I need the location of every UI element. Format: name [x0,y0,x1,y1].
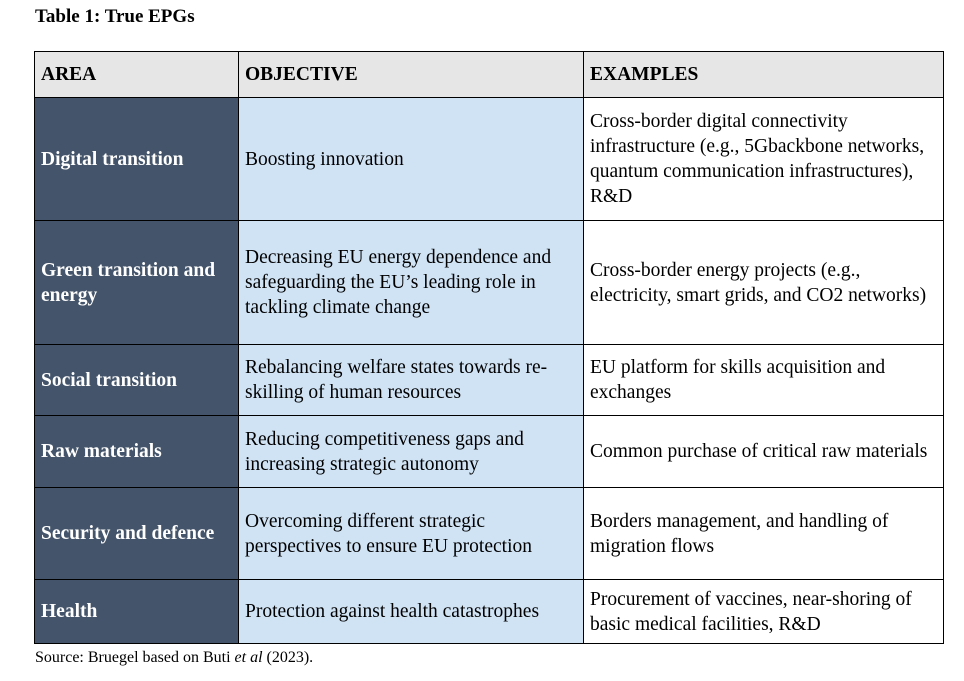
table-row [35,345,944,416]
examples-cell: EU platform for skills acquisition and exchanges [584,345,944,416]
area-cell: Green transition and energy [35,221,239,345]
table-header [35,52,944,98]
source-note [35,648,313,668]
area-cell: Health [35,580,239,644]
table-row [35,488,944,580]
header-objective: OBJECTIVE [239,52,584,98]
source-prefix: Source: Bruegel based on Buti [35,649,235,666]
area-cell: Social transition [35,345,239,416]
table-row [35,580,944,644]
table-body [35,98,944,644]
table-row [35,221,944,345]
objective-cell: Reducing competitiveness gaps and increasing strategic autonomy [239,416,584,488]
examples-cell: Common purchase of critical raw materials [584,416,944,488]
examples-cell: Procurement of vaccines, near-shoring of basic medical facilities, R&D [584,580,944,644]
examples-cell: Cross-border digital connectivity infrastructure (e.g., 5Gbackbone networks, quantum communication infrastructures), R&D [584,98,944,221]
area-cell: Raw materials [35,416,239,488]
table-row [35,98,944,221]
objective-cell: Rebalancing welfare states towards re-skilling of human resources [239,345,584,416]
examples-cell: Cross-border energy projects (e.g., electricity, smart grids, and CO2 networks) [584,221,944,345]
table-caption: Table 1: True EPGs [35,6,195,27]
header-row [35,52,944,98]
objective-cell: Protection against health catastrophes [239,580,584,644]
objective-cell: Boosting innovation [239,98,584,221]
objective-cell: Overcoming different strategic perspectives to ensure EU protection [239,488,584,580]
source-italic: et al [234,649,263,666]
header-examples: EXAMPLES [584,52,944,98]
examples-cell: Borders management, and handling of migration flows [584,488,944,580]
objective-cell: Decreasing EU energy dependence and safeguarding the EU’s leading role in tackling climate change [239,221,584,345]
area-cell: Security and defence [35,488,239,580]
source-suffix: (2023). [262,649,314,666]
epg-table [34,51,944,644]
area-cell: Digital transition [35,98,239,221]
table-row [35,416,944,488]
header-area: AREA [35,52,239,98]
